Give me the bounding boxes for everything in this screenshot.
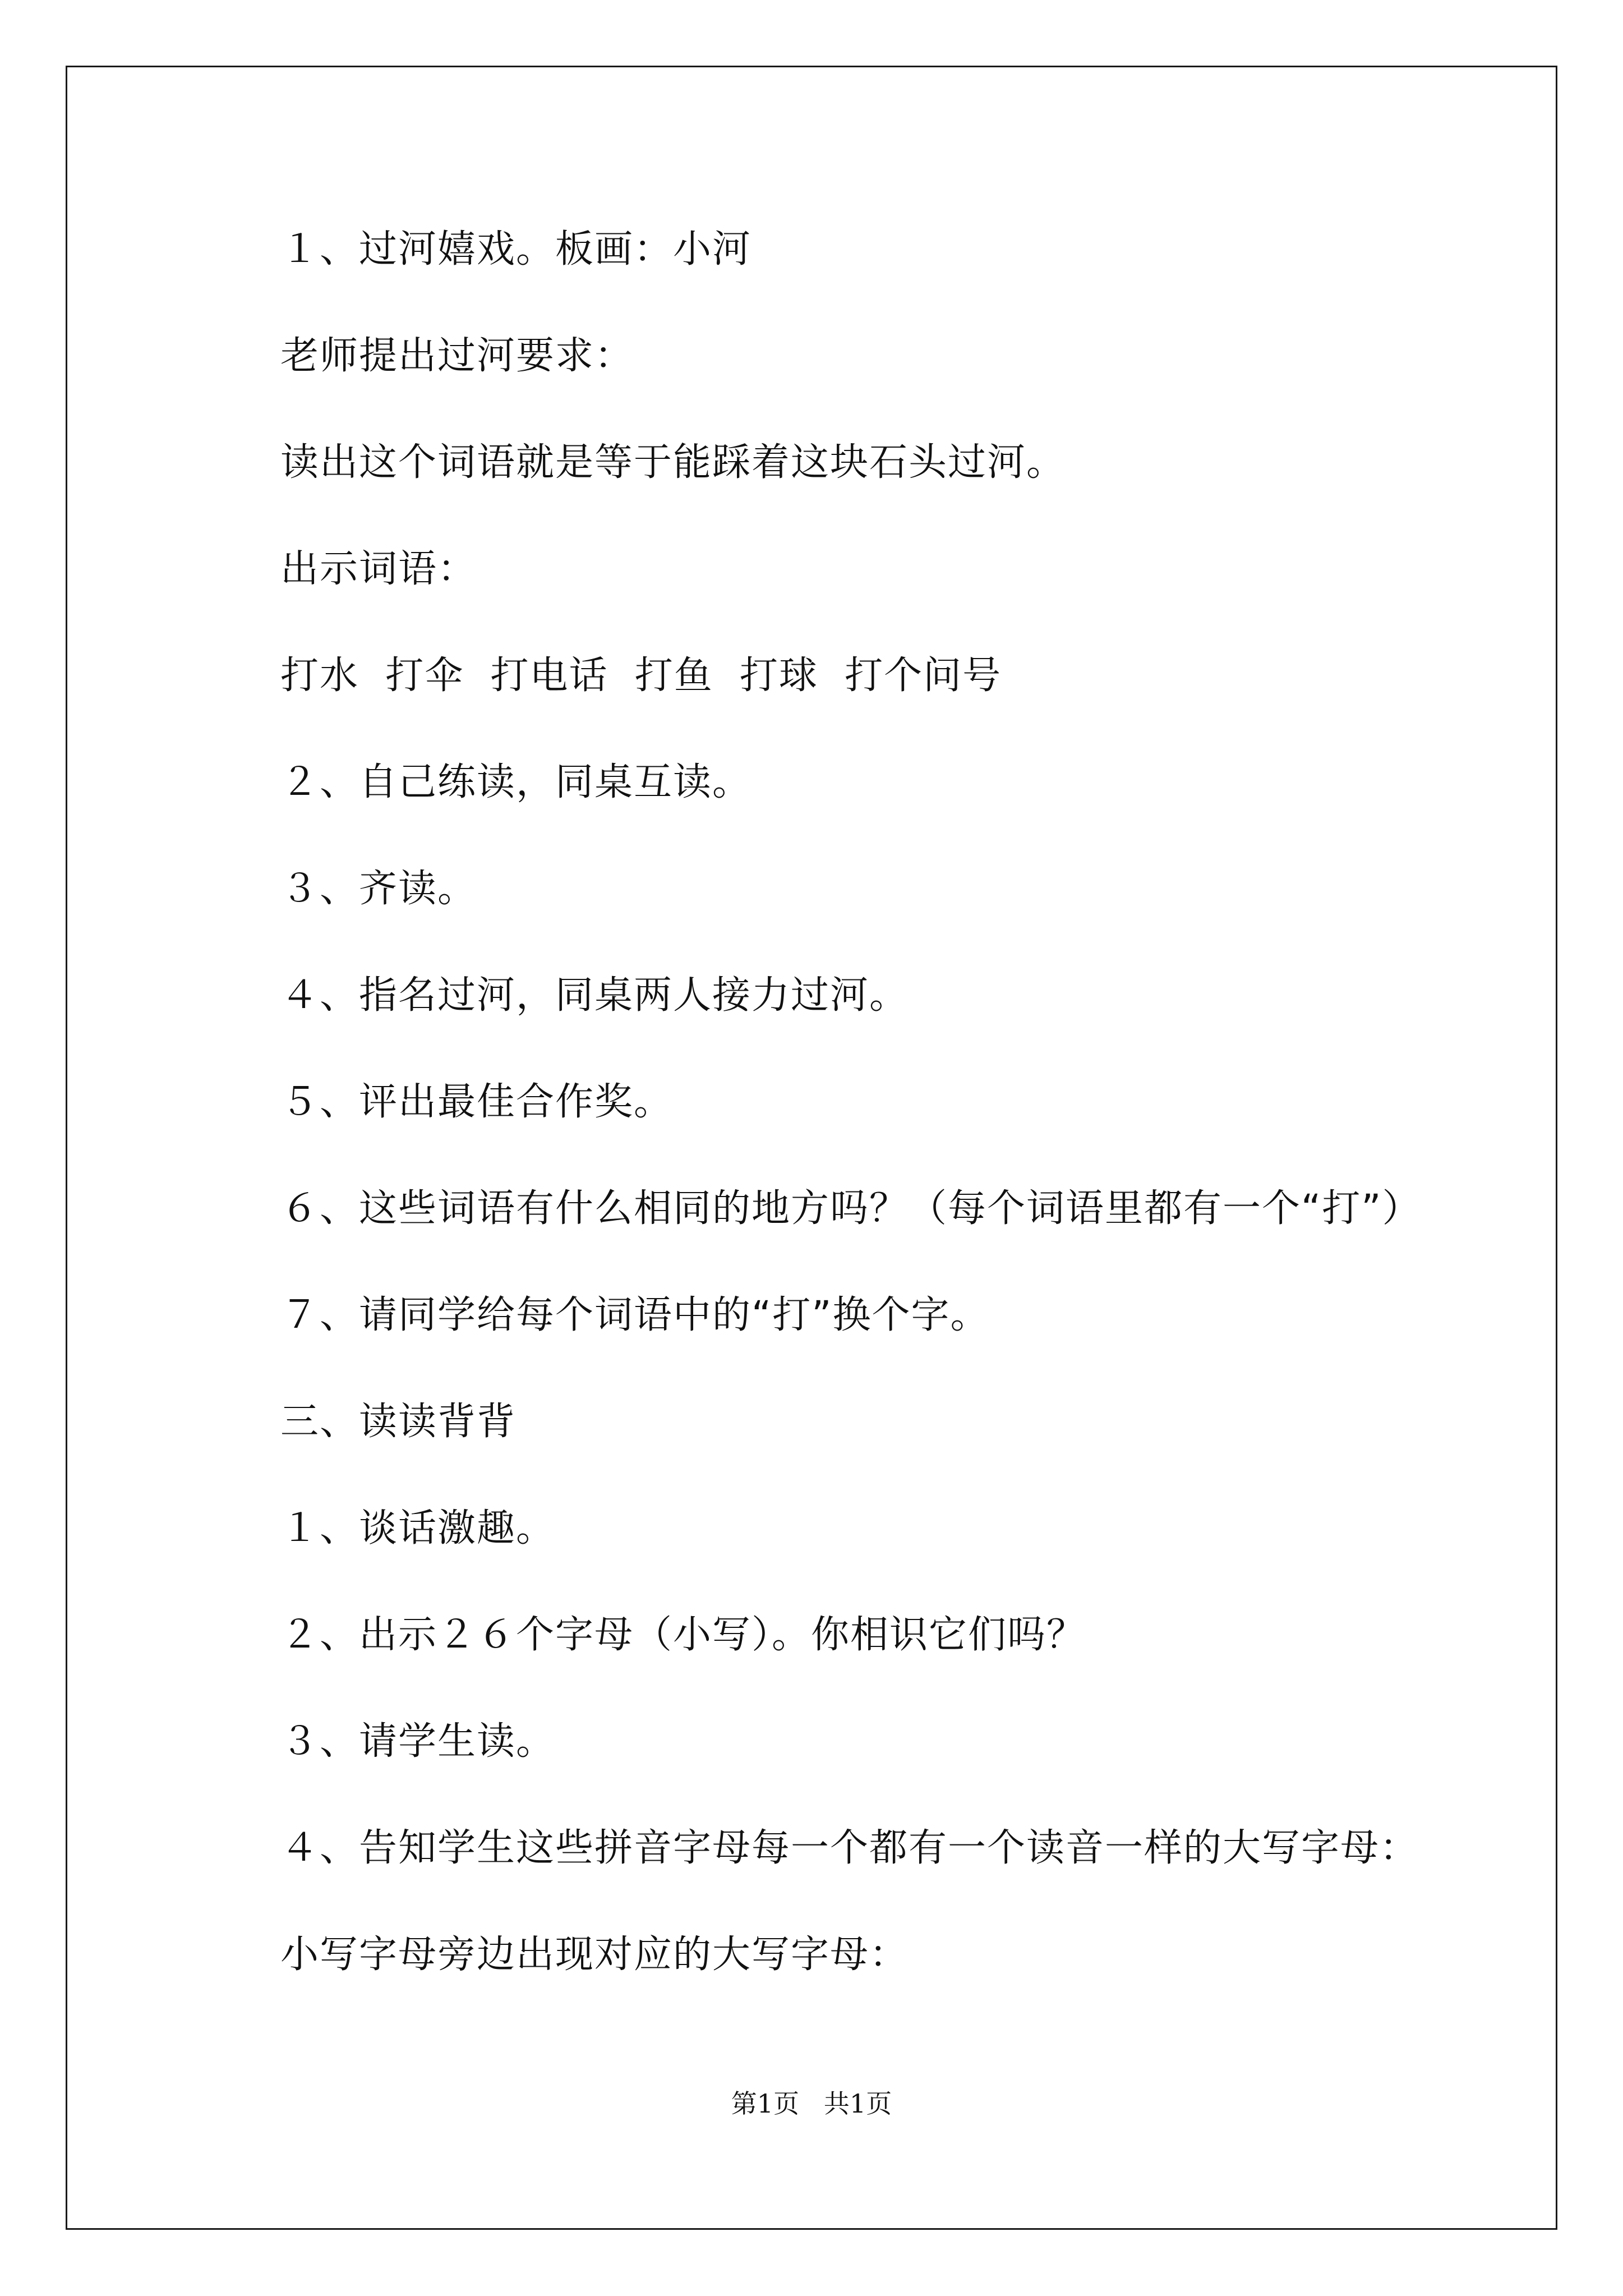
paragraph-line: ４、告知学生这些拼音字母每一个都有一个读音一样的大写字母： [280,1826,1419,1870]
paragraph-line: 读出这个词语就是等于能踩着这块石头过河。 [280,440,1066,485]
paragraph-line: ４、指名过河，同桌两人接力过河。 [280,973,909,1018]
paragraph-line: ７、请同学给每个词语中的“打”换个字。 [280,1293,990,1337]
page-footer: 第1页 共1页 [731,2088,892,2119]
paragraph-line: １、过河嬉戏。板画：小河 [280,227,752,272]
paragraph-line: ５、评出最佳合作奖。 [280,1080,674,1124]
paragraph-line: ２、自己练读，同桌互读。 [280,760,752,804]
paragraph-line: ６、这些词语有什么相同的地方吗？（每个词语里都有一个“打”） [280,1186,1422,1231]
paragraph-line: 小写字母旁边出现对应的大写字母： [280,1932,909,1977]
paragraph-line: 老师提出过河要求： [280,334,634,378]
paragraph-line: ３、齐读。 [280,867,477,911]
paragraph-line: ２、出示２６个字母（小写）。你相识它们吗？ [280,1613,1086,1657]
paragraph-line: 打水 打伞 打电话 打鱼 打球 打个问号 [280,654,1002,698]
paragraph-line: ３、请学生读。 [280,1719,556,1764]
paragraph-line: 出示词语： [280,547,477,591]
paragraph-line: １、谈话激趣。 [280,1506,556,1550]
section-heading: 三、读读背背 [280,1400,517,1444]
page-frame [66,66,1557,2230]
